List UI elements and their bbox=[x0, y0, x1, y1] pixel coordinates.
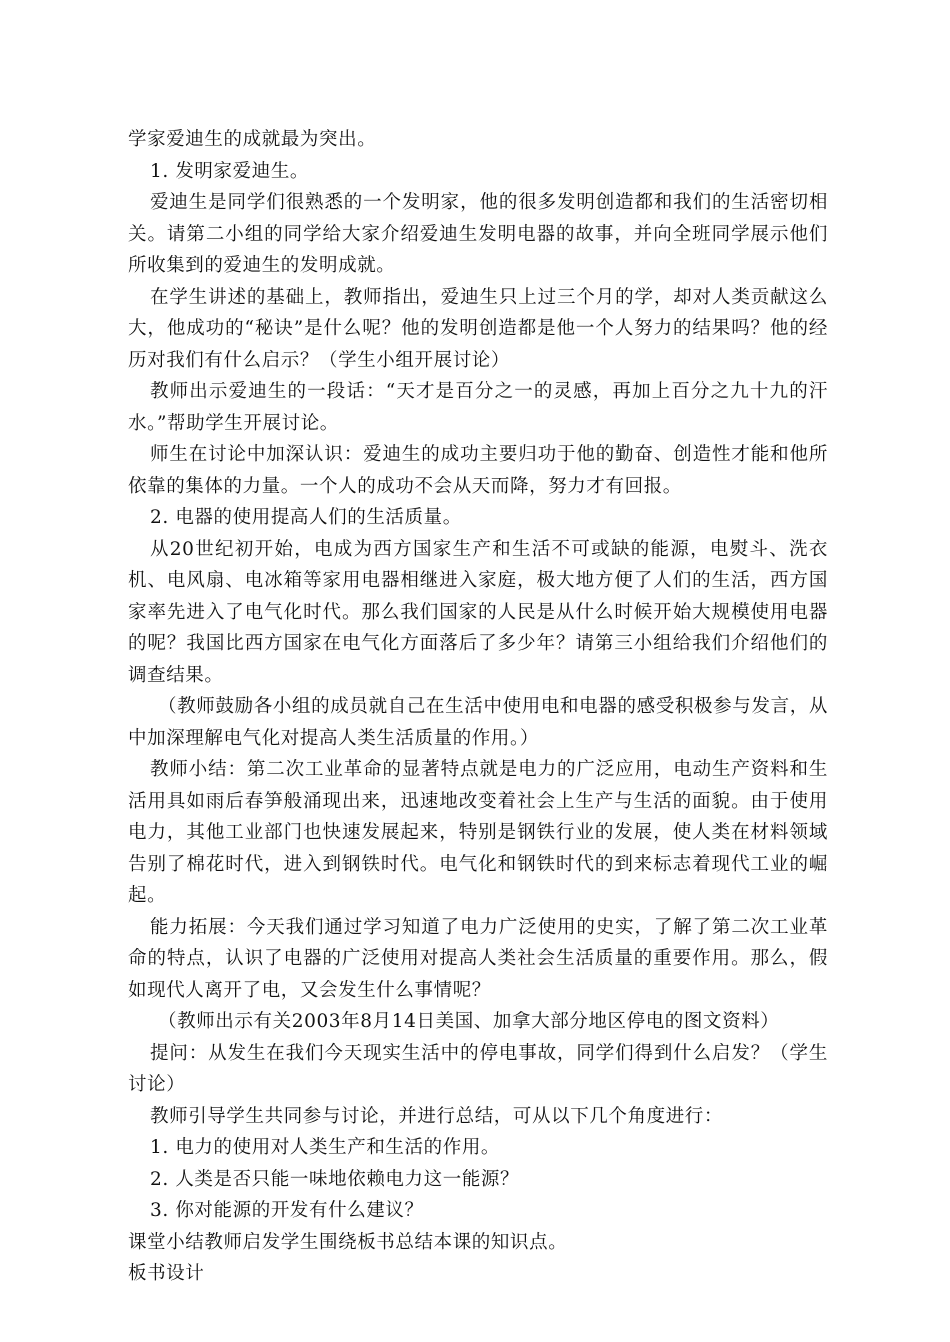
paragraph: 在学生讲述的基础上，教师指出，爱迪生只上过三个月的学，却对人类贡献这么大，他成功的“秘诀”是什么呢？他的发明创造都是他一个人努力的结果吗？他的经历对我们有什么启示？（学生小组开展讨论） bbox=[128, 286, 828, 371]
paragraph: （教师出示有关2003年8月14日美国、加拿大部分地区停电的图文资料） bbox=[158, 1011, 780, 1032]
list-item: 1. 电力的使用对人类生产和生活的作用。 bbox=[150, 1137, 501, 1158]
list-heading-inventor: 1. 发明家爱迪生。 bbox=[150, 160, 310, 182]
list-item: 2. 人类是否只能一味地依赖电力这一能源？ bbox=[150, 1168, 520, 1190]
paragraph: 学家爱迪生的成就最为突出。 bbox=[128, 129, 377, 150]
paragraph: 师生在讨论中加深认识：爱迪生的成功主要归功于他的勤奋、创造性才能和他所依靠的集体的力量。一个人的成功不会从天而降，努力才有回报。 bbox=[128, 444, 828, 497]
paragraph: 从20世纪初开始，电成为西方国家生产和生活不可或缺的能源，电熨斗、洗衣机、电风扇、电冰箱等家用电器相继进入家庭，极大地方便了人们的生活，西方国家率先进入了电气化时代。那么我们国家的人民是从什么时候开始大规模使用电器的呢？我国比西方国家在电气化方面落后了多少年？请第三小组给我们介绍他们的调查结果。 bbox=[128, 538, 828, 686]
paragraph: 课堂小结教师启发学生围绕板书总结本课的知识点。 bbox=[128, 1231, 568, 1253]
paragraph: 爱迪生是同学们很熟悉的一个发明家，他的很多发明创造都和我们的生活密切相关。请第二小组的同学给大家介绍爱迪生发明电器的故事，并向全班同学展示他们所收集到的爱迪生的发明成就。 bbox=[128, 192, 828, 276]
list-item: 3. 你对能源的开发有什么建议？ bbox=[150, 1200, 424, 1221]
paragraph: （教师鼓励各小组的成员就自己在生活中使用电和电器的感受积极参与发言，从中加深理解电气化对提高人类生活质量的作用。） bbox=[128, 696, 828, 749]
document-body bbox=[128, 124, 828, 1290]
paragraph: 教师出示爱迪生的一段话：“天才是百分之一的灵感，再加上百分之九十九的汗水。”帮助学生开展讨论。 bbox=[128, 381, 828, 434]
section-heading: 板书设计 bbox=[128, 1263, 205, 1284]
paragraph: 提问：从发生在我们今天现实生活中的停电事故，同学们得到什么启发？（学生讨论） bbox=[128, 1042, 828, 1095]
paragraph: 教师小结：第二次工业革命的显著特点就是电力的广泛应用，电动生产资料和生活用具如雨后春笋般涌现出来，迅速地改变着社会上生产与生活的面貌。由于使用电力，其他工业部门也快速发展起来，特别是钢铁行业的发展，使人类在材料领域告别了棉花时代，进入到钢铁时代。电气化和钢铁时代的到来标志着现代工业的崛起。 bbox=[128, 759, 828, 906]
paragraph: 能力拓展：今天我们通过学习知道了电力广泛使用的史实，了解了第二次工业革命的特点，认识了电器的广泛使用对提高人类社会生活质量的重要作用。那么，假如现代人离开了电，又会发生什么事情呢？ bbox=[128, 916, 828, 1001]
list-heading-appliances: 2. 电器的使用提高人们的生活质量。 bbox=[150, 507, 462, 528]
paragraph: 教师引导学生共同参与讨论，并进行总结，可从以下几个角度进行： bbox=[150, 1105, 724, 1127]
